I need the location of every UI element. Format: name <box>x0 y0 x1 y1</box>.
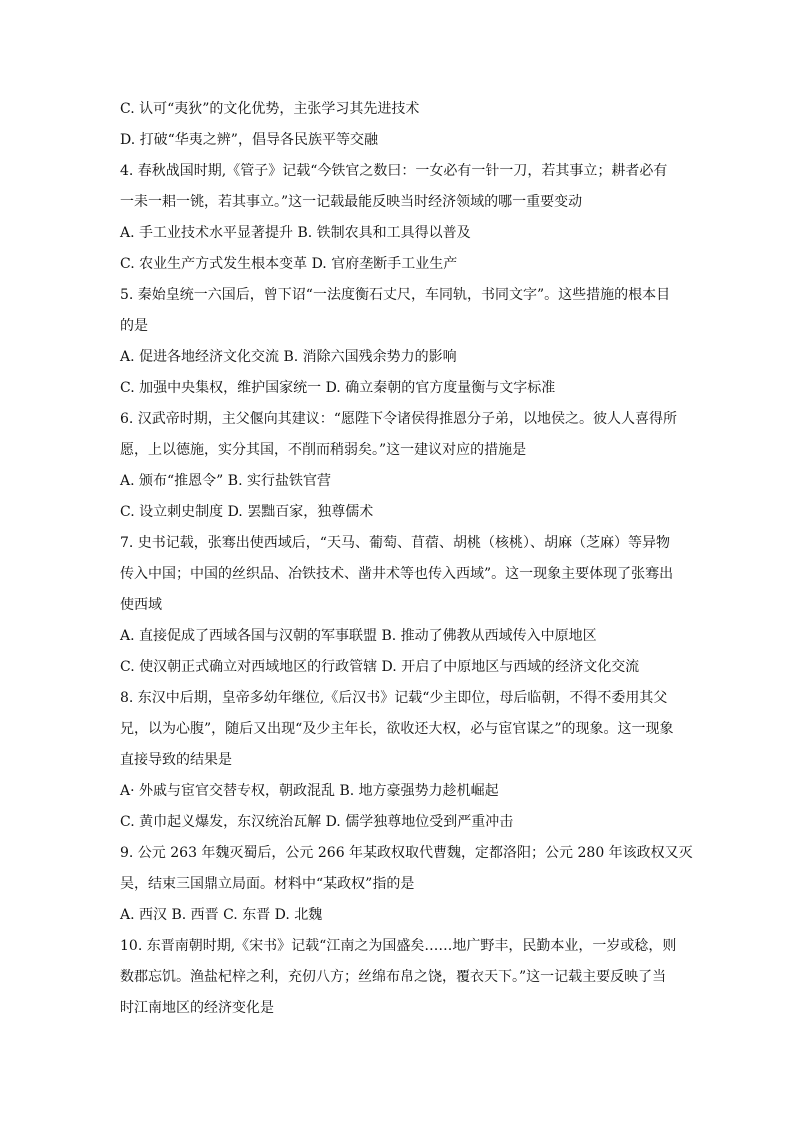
question-10-line-3: 时江南地区的经济变化是 <box>120 1000 274 1016</box>
question-6-line-1: 6. 汉武帝时期，主父偃向其建议：“愿陛下令诸侯得推恩分子弟，以地侯之。彼人人喜得所 <box>120 411 677 427</box>
question-8-line-1: 8. 东汉中后期，皇帝多幼年继位,《后汉书》记载“少主即位，母后临朝，不得不委用其父 <box>120 690 668 706</box>
question-7-line-3: 使西域 <box>120 597 162 613</box>
question-4-line-1: 4. 春秋战国时期,《管子》记载“今铁官之数曰：一女必有一针一刀，若其事立；耕者必有 <box>120 163 668 179</box>
question-7-line-1: 7. 史书记载，张骞出使西域后，“天马、葡萄、苜蓿、胡桃（核桃）、胡麻（芝麻）等异物 <box>120 535 670 551</box>
document-page <box>120 101 693 1031</box>
question-8-line-3: 直接导致的结果是 <box>120 752 232 768</box>
question-7-options-ab: A. 直接促成了西域各国与汉朝的军事联盟 B. 推动了佛教从西域传入中原地区 <box>120 628 597 644</box>
question-6-options-ab: A. 颁布“推恩令” B. 实行盐铁官营 <box>120 473 331 489</box>
question-8-options-cd: C. 黄巾起义爆发，东汉统治瓦解 D. 儒学独尊地位受到严重冲击 <box>120 814 514 830</box>
question-6-options-cd: C. 设立刺史制度 D. 罢黜百家，独尊儒术 <box>120 504 374 520</box>
question-4-options-ab: A. 手工业技术水平显著提升 B. 铁制农具和工具得以普及 <box>120 225 471 241</box>
question-4-options-cd: C. 农业生产方式发生根本变革 D. 官府垄断手工业生产 <box>120 256 458 272</box>
question-7-options-cd: C. 使汉朝正式确立对西域地区的行政管辖 D. 开启了中原地区与西域的经济文化交流 <box>120 659 640 675</box>
question-5-options-ab: A. 促进各地经济文化交流 B. 消除六国残余势力的影响 <box>120 349 457 365</box>
question-5-line-1: 5. 秦始皇统一六国后，曾下诏“一法度衡石丈尺，车同轨，书同文字”。这些措施的根本目 <box>120 287 671 303</box>
question-9-options: A. 西汉 B. 西晋 C. 东晋 D. 北魏 <box>120 907 323 923</box>
question-6-line-2: 愿，上以德施，实分其国，不削而稍弱矣。”这一建议对应的措施是 <box>120 442 527 458</box>
question-7-line-2: 传入中国；中国的丝织品、冶铁技术、凿井术等也传入西域”。这一现象主要体现了张骞出 <box>120 566 674 582</box>
question-5-options-cd: C. 加强中央集权，维护国家统一 D. 确立秦朝的官方度量衡与文字标准 <box>120 380 556 396</box>
question-10-line-1: 10. 东晋南朝时期,《宋书》记载“江南之为国盛矣……地广野丰，民勤本业，一岁或稔，则 <box>120 938 677 954</box>
question-5-line-2: 的是 <box>120 318 148 334</box>
question-10-line-2: 数郡忘饥。渔盐杞梓之利，充仞八方；丝绵布帛之饶，覆衣天下。”这一记载主要反映了当 <box>120 969 667 985</box>
question-8-line-2: 兄，以为心腹”，随后又出现“及少主年长，欲收还大权，必与宦官谋之”的现象。这一现象 <box>120 721 674 737</box>
question-9-line-2: 吴，结束三国鼎立局面。材料中“某政权”指的是 <box>120 876 415 892</box>
question-8-options-ab: A· 外戚与宦官交替专权，朝政混乱 B. 地方豪强势力趁机崛起 <box>120 783 499 799</box>
option-3c: C. 认可“夷狄”的文化优势，主张学习其先进技术 <box>120 101 420 117</box>
question-4-line-2: 一耒一耜一铫，若其事立。”这一记载最能反映当时经济领域的哪一重要变动 <box>120 194 583 210</box>
question-9-line-1: 9. 公元 263 年魏灭蜀后，公元 266 年某政权取代曹魏，定都洛阳；公元 280 年该政权又灭 <box>120 845 693 861</box>
option-3d: D. 打破“华夷之辨”，倡导各民族平等交融 <box>120 132 378 148</box>
